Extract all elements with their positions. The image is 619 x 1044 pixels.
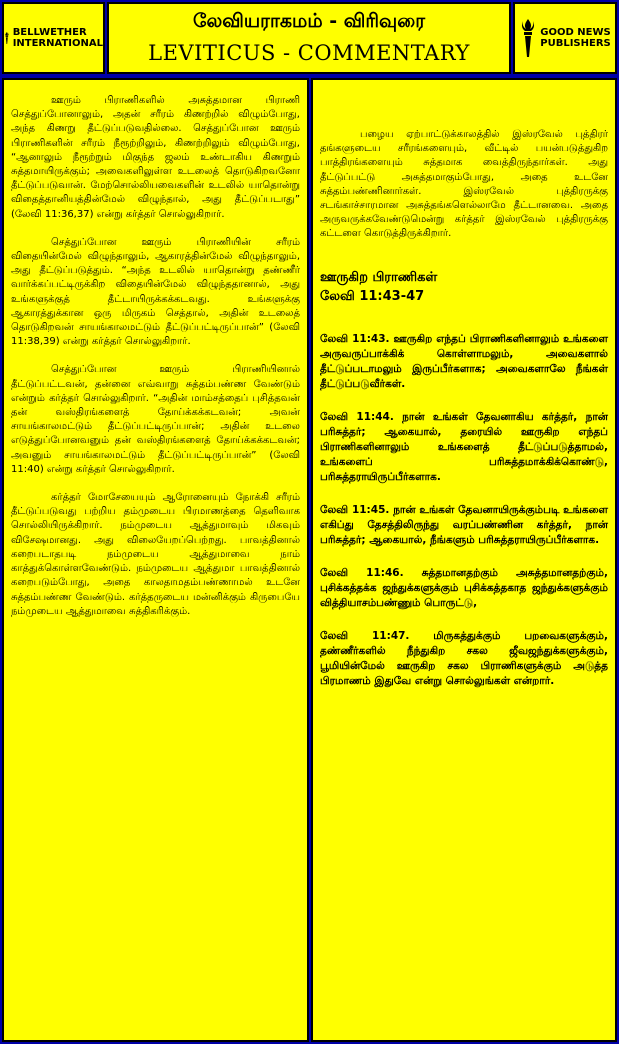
title-tamil: லேவியராகமம் - விரிவுரை [192, 10, 426, 32]
logo-left-line2: INTERNATIONAL [12, 38, 103, 49]
commentary-paragraph: கர்த்தர் மோசேயையும் ஆரோனையும் நோக்கி சரீரம் தீட்டுப்படுவது பற்றிய தம்முடைய பிரமாணத்தை தெளிவாக சொல்லியிருக்கிறார். நம்முடைய ஆத்துமாவும் மிகவும் விசேஷமானது. அது விலையேறப்பெற்றது. பாவத்தினால் கறைபடாதபடி நம்முடைய ஆத்துமாவை நாம் காத்துக்கொள்ளவேண்டும். நம்முடைய ஆத்துமா பாவத்தினால் கறைபடும்போது, அதை காலதாமதம்பண்ணாமல் உடனே சுத்தம்பண்ண வேண்டும். கர்த்தருடைய மன்னிக்கும் கிருபையே நம்முடைய ஆத்துமாவை சுத்திகரிக்கும். [11, 492, 300, 617]
right-column [311, 78, 617, 1042]
publisher-logo-left [2, 2, 105, 74]
publisher-logo-right [513, 2, 617, 74]
verse-block: லேவி 11:46. சுத்தமானதற்கும் அசுத்தமானதற்கும், புசிக்கத்தக்க ஜந்துக்களுக்கும் புசிக்கத்தகாத ஜந்துக்களுக்கும் வித்தியாசம்பண்ணும் பொருட்டு, [320, 566, 608, 609]
verse-block: லேவி 11:44. நான் உங்கள் தேவனாகிய கர்த்தர், நான் பரிசுத்தர்; ஆகையால், தரையில் ஊருகிற எந்தப் பிராணிகளினாலும் உங்களைத் தீட்டுப்படுத்தாமல், உங்களைப் பரிசுத்தமாக்கிக்கொண்டு, பரிசுத்தராயிருப்பீர்களாக. [320, 410, 608, 483]
torch-icon [519, 17, 537, 59]
logo-right-line2: PUBLISHERS [540, 38, 611, 49]
commentary-paragraph: ஊரும் பிராணிகளில் அசுத்தமான பிராணி செத்துப்போனாலும், அதன் சரீரம் கிணற்றில் விழும்போது, அந்த கிணறு தீட்டுப்படுவதில்லை. செத்துப்போன ஊரும் பிராணிகளின் சரீரம் நீரூற்றிலும், கிணற்றிலும் விழும்போது, “ஆனாலும் நீரூற்றும் மிகுந்த ஜலம் உண்டாகிய கிணறும் சுத்தமாயிருக்கும்; அவைகளிலுள்ள உடலைத் தொடுகிறவனோ தீட்டுப்படுவான். மேற்சொல்லியவைகளின் உடலில் யாதொன்று விதைத்தானியத்தின்மேல் விழுந்தால், அது தீட்டுப்படாது” (லேவி 11:36,37) என்று கர்த்தர் சொல்லுகிறார். [11, 95, 300, 220]
title-english: LEVITICUS - COMMENTARY [148, 41, 470, 65]
section-heading: ஊருகிற பிராணிகள் [320, 269, 438, 285]
commentary-paragraph: செத்துப்போன ஊரும் பிராணியின் சரீரம் விதையின்மேல் விழுந்தாலும், ஆகாரத்தின்மேல் விழுந்தாலும், அது தீட்டுப்படுத்தும். “அந்த உடலில் யாதொன்று தண்ணீர் வார்க்கப்பட்டிருக்கிற விதையின்மேல் விழுந்ததானால், அது உங்களுக்குத் தீட்டாயிருக்கக்கடவது. உங்களுக்கு ஆகாரத்துக்கான ஒரு மிருகம் செத்தால், அதின் உடலைத் தொடுகிறவன் சாயங்காலமட்டும் தீட்டுப்பட்டிருப்பான்” (லேவி 11:38,39) என்று கர்த்தர் சொல்லுகிறார். [11, 236, 300, 348]
verse-block: லேவி 11:43. ஊருகிற எந்தப் பிராணிகளினாலும் உங்களை அருவருப்பாக்கிக் கொள்ளாமலும், அவைகளால் தீட்டுப்படாமலும் இருப்பீர்களாக; அவைகளாலே நீங்கள் தீட்டுப்படுவீர்கள். [320, 332, 608, 390]
logo-right-line1: GOOD NEWS [540, 27, 611, 38]
torch-icon [4, 17, 10, 59]
section-reference: லேவி 11:43-47 [320, 288, 425, 304]
intro-paragraph: பழைய ஏற்பாட்டுக்காலத்தில் இஸ்ரவேல் புத்திரர் தங்களுடைய சரீரங்களையும், வீட்டில் பயன்படுத்துகிற பாத்திரங்களையும் சுத்தமாக வைத்திருந்தார்கள். அது தீட்டுப்பட்டு அசுத்தமாகும்போது, அதை உடனே சுத்தம்பண்ணினார்கள். இஸ்ரவேல் புத்திரருக்கு சடங்காச்சாரமான அசுத்தங்களெல்லாமே தீட்டானவை. அதை அருவருக்கவேண்டுமென்று கர்த்தர் இஸ்ரவேல் புத்திரருக்கு கட்டளை கொடுத்திருக்கிறார். [320, 129, 608, 240]
verse-block: லேவி 11:47. மிருகத்துக்கும் பறவைகளுக்கும், தண்ணீர்களில் நீந்துகிற சகல ஜீவஜந்துக்களுக்கும், பூமியின்மேல் ஊருகிற சகல பிராணிகளுக்கும் அடுத்த பிரமாணம் இதுவே என்று சொல்லுங்கள் என்றார். [320, 629, 608, 687]
commentary-paragraph: செத்துப்போன ஊரும் பிராணியினால் தீட்டுப்பட்டவன், தன்னை எவ்வாறு சுத்தம்பண்ண வேண்டும் என்றும் கர்த்தர் சொல்லுகிறார். “அதின் மாம்சத்தைப் புசித்தவன் தன் வஸ்திரங்களைத் தோய்க்கக்கடவன்; அவன் சாயங்காலமட்டும் தீட்டுப்பட்டிருப்பான்; அதின் உடலை எடுத்துப்போனவனும் தன் வஸ்திரங்களைத் தோய்க்கக்கடவன்; அவனும் சாயங்காலமட்டும் தீட்டுப்பட்டிருப்பான்” (லேவி 11:40) என்று கர்த்தர் சொல்லுகிறார். [11, 364, 300, 475]
verse-block: லேவி 11:45. நான் உங்கள் தேவனாயிருக்கும்படி உங்களை எகிப்து தேசத்திலிருந்து வரப்பண்ணின கர்த்தர், நான் பரிசுத்தர்; ஆகையால், நீங்களும் பரிசுத்தராயிருப்பீர்களாக. [320, 503, 608, 546]
header-title-box [107, 2, 511, 74]
logo-left-line1: BELLWETHER [12, 27, 87, 38]
left-column [2, 78, 309, 1042]
